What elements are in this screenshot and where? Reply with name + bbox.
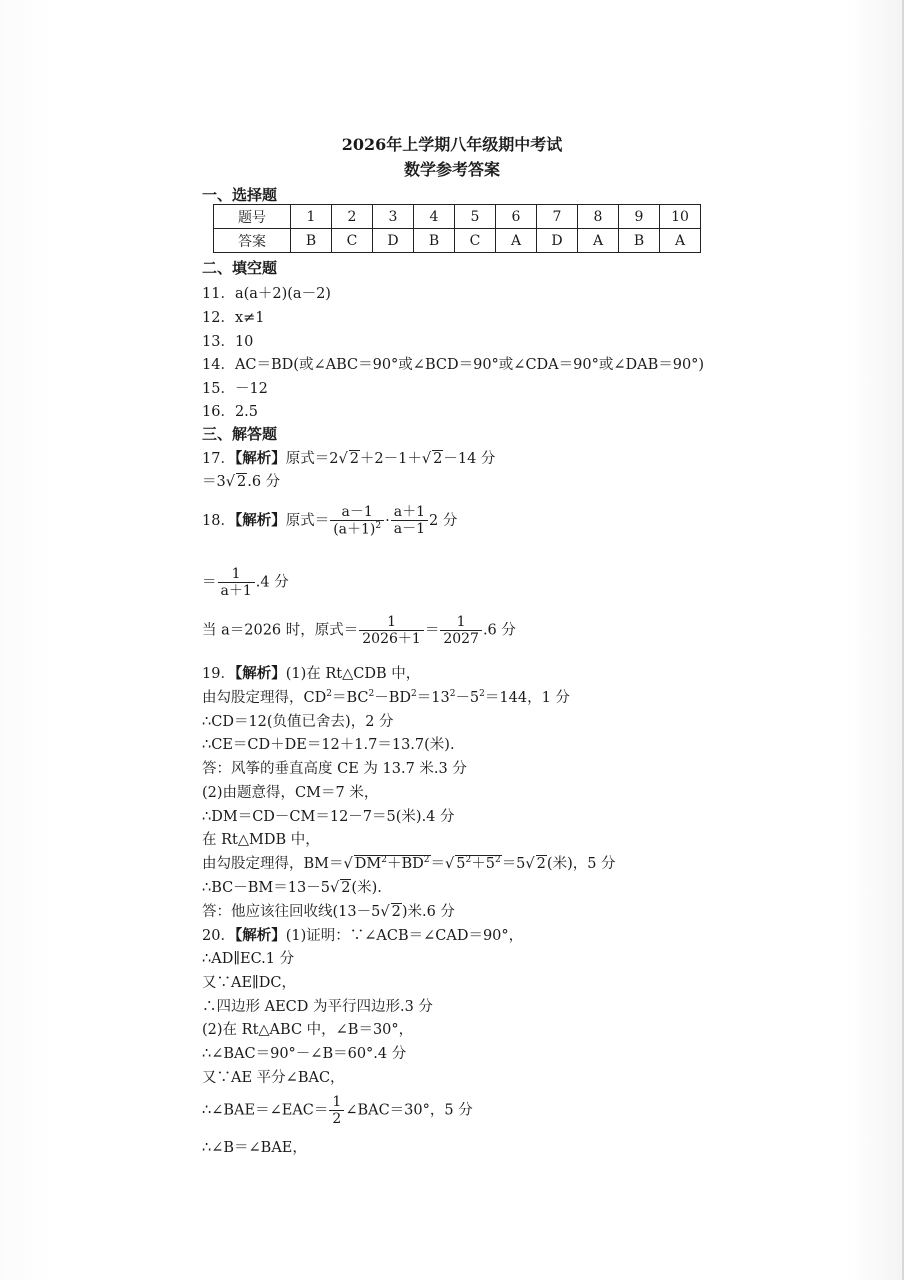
fraction <box>359 614 424 647</box>
q20-line-2: ∴AD∥EC.1 分 <box>202 951 295 967</box>
q20-line-8 <box>202 1094 473 1127</box>
q20-line-9: ∴∠B＝∠BAE， <box>202 1140 307 1156</box>
exponent: 2 <box>494 855 501 866</box>
q20-line-5: (2)在 Rt△ABC 中，∠B＝30°， <box>202 1022 414 1038</box>
question-number: 17． <box>202 451 235 467</box>
analysis-tag: 【解析】 <box>234 451 286 467</box>
table-cell: A <box>496 229 537 253</box>
fraction-denominator <box>330 521 384 538</box>
math-text: ＝ <box>202 574 217 591</box>
answer-q14: 14．AC＝BD(或∠ABC＝90°或∠BCD＝90°或∠CDA＝90°或∠DAB＝90°) <box>202 357 705 373</box>
math-text: 5 <box>456 856 466 872</box>
math-text: 由勾股定理得，CD <box>202 690 327 706</box>
sqrt-expression: 2 <box>391 904 401 920</box>
sqrt-expression: 2 <box>433 451 443 467</box>
exponent: 2 <box>411 689 417 700</box>
math-text: 原式＝2 <box>285 451 339 467</box>
fraction-denominator: a－1 <box>393 521 425 538</box>
exponent: 2 <box>326 689 332 700</box>
math-text: ∴BC－BM＝13－5 <box>202 880 330 896</box>
table-cell: B <box>291 229 332 253</box>
math-text: ＝ <box>424 622 440 639</box>
q20-line-3: 又∵AE∥DC， <box>202 975 296 991</box>
table-cell: B <box>414 229 455 253</box>
fraction-denominator: 2026＋1 <box>362 631 421 648</box>
table-cell: C <box>455 229 496 253</box>
q19-line-1 <box>202 662 420 683</box>
fraction <box>391 504 428 537</box>
exponent: 2 <box>375 521 382 532</box>
q19-line-10: ∴BC－BM＝13－5√ 2(米). <box>202 880 382 896</box>
section-solve: 三、解答题 <box>202 425 278 443</box>
math-text: ＝144，1 分 <box>484 690 570 706</box>
fraction-numerator: 1 <box>329 1094 344 1111</box>
page-title: 2026年上学期八年级期中考试 <box>341 135 563 154</box>
fraction-numerator: 1 <box>440 614 482 631</box>
fraction <box>218 566 255 599</box>
math-text: ＋2－1＋ <box>359 451 422 467</box>
table-cell: 9 <box>619 205 660 229</box>
sqrt-expression: 2 <box>236 474 247 490</box>
math-text: ＝3 <box>202 474 226 490</box>
q17-line-1: 17．【解析】原式＝2√ 2＋2－1＋√ 2－14 分 <box>202 451 496 467</box>
fraction-numerator: a－1 <box>330 504 384 521</box>
math-text: 2 分 <box>429 512 458 529</box>
table-cell: 7 <box>537 205 578 229</box>
section-fill: 二、填空题 <box>202 259 278 277</box>
denominator-text: (a＋1) <box>333 521 376 538</box>
section-choice: 一、选择题 <box>202 186 278 204</box>
answer-q15: 15．－12 <box>202 381 268 397</box>
math-text: (米). <box>351 880 382 896</box>
exponent: 2 <box>381 855 387 866</box>
fraction-denominator: 2027 <box>443 631 479 648</box>
table-header-number: 题号 <box>214 205 291 229</box>
q18-line-1: 18．【解析】原式＝ $\frac{a-1}{(a+1)^2}$ · $\frac{a+1}{a-1}$ 2 分 <box>202 504 458 538</box>
q20-line-6: ∴∠BAC＝90°－∠B＝60°.4 分 <box>202 1046 407 1062</box>
math-text: DM <box>354 856 382 872</box>
fraction-denominator: 2 <box>332 1111 342 1128</box>
table-cell: A <box>578 229 619 253</box>
table-cell: C <box>332 229 373 253</box>
table-cell: 8 <box>578 205 619 229</box>
exponent: 2 <box>465 855 472 866</box>
sqrt-expression: 2 <box>349 451 359 467</box>
q19-line-11: 答：他应该往回收线(13－5√ 2)米.6 分 <box>202 904 455 920</box>
math-text: ∠BAC＝30°，5 分 <box>345 1102 473 1119</box>
analysis-tag: 【解析】 <box>234 666 286 682</box>
math-text: －14 分 <box>443 451 496 467</box>
table-cell: B <box>619 229 660 253</box>
exponent: 2 <box>449 689 456 700</box>
question-number: 18． <box>202 512 235 529</box>
q18-line-2 <box>202 566 289 599</box>
fraction-numerator: 1 <box>218 566 255 583</box>
fraction <box>440 614 482 647</box>
fraction-numerator: a＋1 <box>391 504 428 521</box>
math-text: ＝ <box>430 856 445 872</box>
sqrt-expression: 2 <box>536 856 546 872</box>
table-cell: 5 <box>455 205 496 229</box>
fraction-numerator: 1 <box>359 614 424 631</box>
question-number: 19． <box>202 666 235 682</box>
math-text: ＋BD <box>386 856 424 872</box>
q20-line-1 <box>202 924 523 945</box>
q20-line-7: 又∵AE 平分∠BAC， <box>202 1070 345 1086</box>
math-text: ＋5 <box>471 856 495 872</box>
fraction <box>329 1094 344 1127</box>
math-text: (1)证明：∵∠ACB＝∠CAD＝90°， <box>285 928 524 944</box>
sqrt-expression <box>455 855 501 872</box>
q17-line-2: ＝3√ 2.6 分 <box>202 474 281 490</box>
choice-answer-table <box>213 204 701 253</box>
math-text: .6 分 <box>482 622 516 639</box>
q20-line-4: ∴四边形 AECD 为平行四边形.3 分 <box>202 999 433 1015</box>
math-text: 答：他应该往回收线(13－5 <box>202 904 381 920</box>
exponent: 2 <box>368 689 375 700</box>
q19-line-6: (2)由题意得，CM＝7 米， <box>202 785 379 801</box>
analysis-tag: 【解析】 <box>234 928 286 944</box>
q19-line-4: ∴CE＝CD＋DE＝12＋1.7＝13.7(米). <box>202 737 455 753</box>
table-cell: 2 <box>332 205 373 229</box>
analysis-tag: 【解析】 <box>234 512 286 529</box>
table-cell: 10 <box>660 205 701 229</box>
math-text: ＝5 <box>501 856 526 872</box>
math-text: 原式＝ <box>285 512 330 529</box>
sqrt-expression <box>354 855 431 872</box>
q19-line-8: 在 Rt△MDB 中， <box>202 832 320 848</box>
table-cell: 3 <box>373 205 414 229</box>
answer-q13: 13．10 <box>202 334 254 350</box>
table-row-answers <box>214 229 701 253</box>
fraction-denominator: a＋1 <box>220 583 252 600</box>
math-text: ＝BC <box>331 690 369 706</box>
math-text: (米)，5 分 <box>546 856 616 872</box>
q19-line-3: ∴CD＝12(负值已舍去)，2 分 <box>202 714 394 730</box>
question-number: 20． <box>202 928 235 944</box>
q19-line-5: 答：风筝的垂直高度 CE 为 13.7 米.3 分 <box>202 761 467 777</box>
page-subtitle: 数学参考答案 <box>403 160 500 179</box>
sqrt-expression: 2 <box>341 880 351 896</box>
math-text: －5 <box>455 690 480 706</box>
answer-q16: 16．2.5 <box>202 404 259 420</box>
math-text: .4 分 <box>255 574 289 591</box>
math-text: 由勾股定理得，BM＝ <box>202 856 344 872</box>
fraction <box>330 504 384 538</box>
answer-q11: 11．a(a＋2)(a－2) <box>202 286 331 302</box>
math-text: 当 a＝2026 时，原式＝ <box>202 622 359 639</box>
table-cell: 6 <box>496 205 537 229</box>
math-text: (1)在 Rt△CDB 中， <box>285 666 421 682</box>
math-text: .6 分 <box>247 474 281 490</box>
q19-line-9: 由勾股定理得，BM＝√ $DM^2+BD^2=√$ $5^2+5^2=5√$ 2(米)，5 分 <box>202 855 616 872</box>
table-cell: D <box>537 229 578 253</box>
table-cell: 1 <box>291 205 332 229</box>
table-header-answer: 答案 <box>214 229 291 253</box>
exponent: 2 <box>423 855 430 866</box>
q18-line-3 <box>202 614 516 647</box>
table-cell: 4 <box>414 205 455 229</box>
math-text: ＝13 <box>416 690 450 706</box>
answer-q12: 12．x≠1 <box>202 310 265 326</box>
table-cell: A <box>660 229 701 253</box>
q19-line-7: ∴DM＝CD－CM＝12－7＝5(米).4 分 <box>202 809 455 825</box>
q19-line-2 <box>202 686 570 707</box>
math-text: )米.6 分 <box>401 904 455 920</box>
table-cell: D <box>373 229 414 253</box>
math-text: －BD <box>374 690 412 706</box>
table-row-numbers <box>214 205 701 229</box>
math-text: ∴∠BAE＝∠EAC＝ <box>202 1102 329 1119</box>
exponent: 2 <box>479 689 485 700</box>
